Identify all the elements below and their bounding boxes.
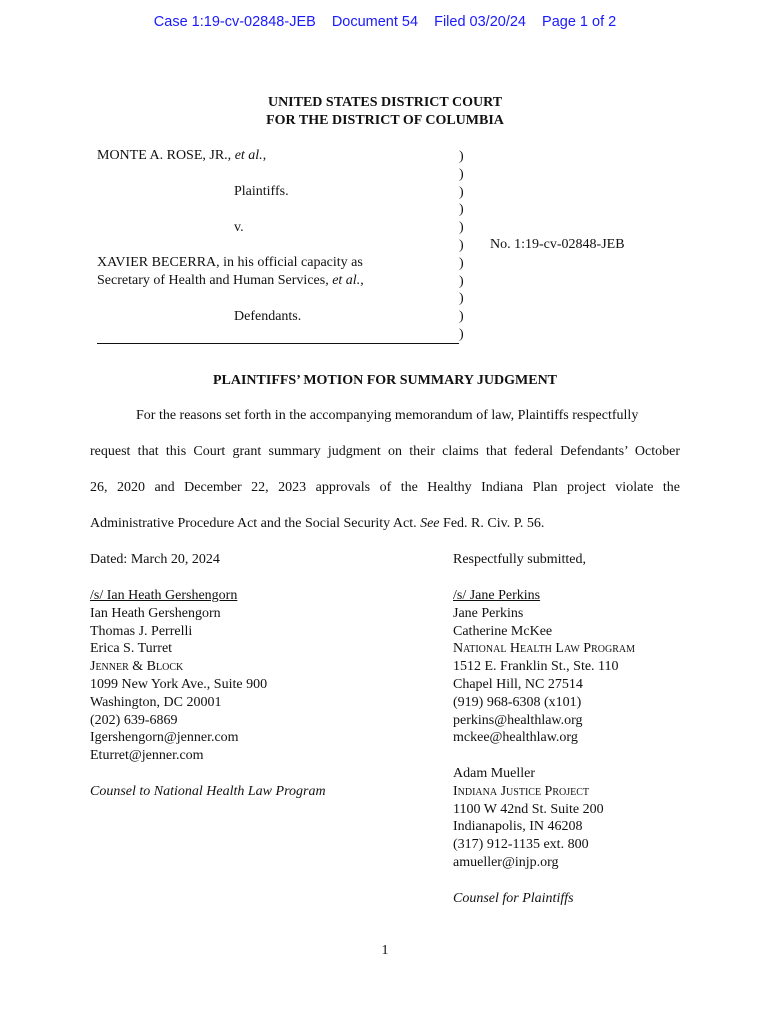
right-email: mckee@healthlaw.org <box>453 730 578 746</box>
paren: ) <box>459 291 464 307</box>
right-counsel-role: Counsel for Plaintiffs <box>453 890 574 906</box>
paren: ) <box>459 273 464 289</box>
court-title-line1: UNITED STATES DISTRICT COURT <box>267 95 503 110</box>
page-count-header: Page 1 of 2 <box>542 14 617 30</box>
body-line-4-cite: Fed. R. Civ. P. 56. <box>439 516 545 531</box>
right-signature: /s/ Jane Perkins <box>453 588 541 603</box>
plaintiff-name-text: MONTE A. ROSE, JR., <box>97 148 235 163</box>
defendant-line1: XAVIER BECERRA, in his official capacity as <box>97 255 363 270</box>
left-email: Eturret@jenner.com <box>90 748 204 764</box>
case-number-header: Case 1:19-cv-02848-JEB <box>153 14 316 30</box>
left-email: Igershengorn@jenner.com <box>90 730 239 746</box>
defendant-suffix: , <box>360 273 364 288</box>
respectfully-submitted: Respectfully submitted, <box>453 552 586 567</box>
paren: ) <box>459 166 464 182</box>
paren: ) <box>459 237 464 253</box>
right-email: perkins@healthlaw.org <box>453 712 583 728</box>
filed-date-header: Filed 03/20/24 <box>434 14 526 30</box>
paren: ) <box>459 309 464 325</box>
caption-parens <box>459 148 464 344</box>
filing-header <box>0 14 770 30</box>
paren: ) <box>459 202 464 218</box>
right-second-firm: Indiana Justice Project <box>453 783 590 799</box>
left-address-line: 1099 New York Ave., Suite 900 <box>90 676 268 692</box>
left-name: Erica S. Turret <box>90 641 173 657</box>
right-phone: (919) 968-6308 (x101) <box>453 694 582 710</box>
court-title <box>0 94 770 130</box>
left-signature-text: /s/ Ian Heath Gershengorn <box>90 588 238 603</box>
right-counsel-block <box>453 587 635 907</box>
right-address-line: Chapel Hill, NC 27514 <box>453 676 583 692</box>
paren: ) <box>459 220 464 236</box>
right-address-line: 1512 E. Franklin St., Ste. 110 <box>453 659 619 675</box>
left-address-line: Washington, DC 20001 <box>90 694 222 710</box>
right-second-name: Adam Mueller <box>453 765 536 781</box>
body-line-2: request that this Court grant summary judgment on their claims that federal Defendants’ October <box>90 444 680 459</box>
plaintiffs-label: Plaintiffs. <box>234 184 289 199</box>
body-see-signal: See <box>420 516 440 531</box>
left-name: Thomas J. Perrelli <box>90 623 193 639</box>
court-title-line2: FOR THE DISTRICT OF COLUMBIA <box>266 113 504 128</box>
left-signature <box>90 587 326 605</box>
defendants-label: Defendants. <box>234 309 302 324</box>
right-second-address-line: 1100 W 42nd St. Suite 200 <box>453 801 604 817</box>
case-number: No. 1:19-cv-02848-JEB <box>490 237 625 252</box>
left-counsel-role: Counsel to National Health Law Program <box>90 783 326 799</box>
page-number: 1 <box>381 943 389 958</box>
left-name: Ian Heath Gershengorn <box>90 605 221 621</box>
dated-line: Dated: March 20, 2024 <box>90 552 220 567</box>
plaintiff-name <box>97 148 266 164</box>
right-second-phone: (317) 912-1135 ext. 800 <box>453 837 589 853</box>
body-line-4-text: Administrative Procedure Act and the Social Security Act. <box>90 516 421 531</box>
paren: ) <box>459 326 464 342</box>
motion-title: PLAINTIFFS’ MOTION FOR SUMMARY JUDGMENT <box>212 373 558 388</box>
paren: ) <box>459 149 464 164</box>
paren: ) <box>459 255 464 271</box>
right-firm: National Health Law Program <box>453 641 635 657</box>
right-name: Jane Perkins <box>453 605 524 621</box>
left-firm: Jenner & Block <box>90 659 184 675</box>
defendant-etal: et al. <box>332 273 361 288</box>
plaintiff-suffix: , <box>262 148 267 163</box>
document-number-header: Document 54 <box>331 14 419 30</box>
caption-rule <box>97 343 459 344</box>
right-second-email: amueller@injp.org <box>453 854 559 870</box>
left-counsel-block <box>90 587 326 801</box>
defendant-line2 <box>97 273 364 289</box>
body-line-3: 26, 2020 and December 22, 2023 approvals of the Healthy Indiana Plan project violate the <box>90 480 680 495</box>
left-phone: (202) 639-6869 <box>90 712 178 728</box>
defendant-line2-text: Secretary of Health and Human Services, <box>97 273 333 288</box>
versus-label: v. <box>234 220 244 235</box>
body-line-1: For the reasons set forth in the accompanying memorandum of law, Plaintiffs respectfully <box>136 408 639 423</box>
plaintiff-etal: et al. <box>234 148 263 163</box>
right-name: Catherine McKee <box>453 623 553 639</box>
body-line-4 <box>90 516 544 532</box>
paren: ) <box>459 184 464 200</box>
right-second-address-line: Indianapolis, IN 46208 <box>453 819 583 835</box>
